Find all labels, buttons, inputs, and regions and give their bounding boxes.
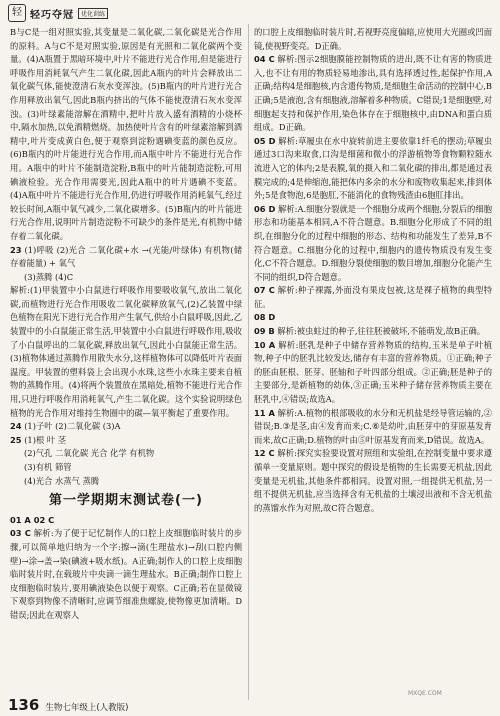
answer-line: (2)气孔 二氧化碳 光合 化学 有机物 xyxy=(24,448,155,459)
explanation-text: 解析:为了便于记忆制作人的口腔上皮细胞临时装片的步骤,可以简单地归纳为一个字:擦→滴(生理盐水)→刮(口腔内侧壁)→涂→盖→染(碘液+吸水纸)。A正确;制作人的口腔上皮细胞临时装片时,在载玻片中央滴一滴生理盐水。B正确;制作口腔上皮细胞临时装片,要用碘液染色以便于观察。C正确;若在显微镜下观察到物像不清晰时,应调节细准焦螺旋,使物像更加清晰。D错误;因此在观察人 xyxy=(10,528,242,620)
explanation-text: 解析:被虫蛀过的种子,往往胚被破坏,不能萌发,故B正确。 xyxy=(277,326,486,337)
answer-block xyxy=(254,284,492,311)
answer-item: (3)蒸腾 xyxy=(24,271,53,282)
question-number: 04 C xyxy=(254,54,275,65)
question-23-answers xyxy=(10,244,242,271)
answer-block xyxy=(254,203,492,285)
brand-logo: 轻 xyxy=(8,4,26,22)
page-number: 136 xyxy=(8,696,40,714)
explanation-text: 解析:图示2细胞膜能控制物质的进出,既不让有害的物质进入,也不让有用的物质轻易地渗出,具有选择透过性,起保护作用,A正确;结构4是细胞核,内含遗传物质,是细胞生命活动的控制中心,B正确;5是液泡,含有细胞液,溶解着多种物质。C错误;1是细胞壁,对细胞起支持和保护作用,染色体存在于细胞核中,由DNA和蛋白质组成。D正确。 xyxy=(254,54,492,133)
explanation-text: 解析:A.植物的根部吸收的水分和无机盐是经导管运输的,②错误;B.③是茎,由④发育而来;C.⑥是幼叶,由胚芽中的芽原基发育而来,故C正确;D.植物的叶由⑤叶原基发育而来,D错误。故选A。 xyxy=(254,407,492,445)
book-title: 生物七年级上(人教版) xyxy=(45,703,129,713)
question-number: 23 xyxy=(10,244,22,255)
question-24-answers xyxy=(10,420,242,434)
explanation-text: 解析:胚乳是种子中储存营养物质的结构,玉米是单子叶植物,种子中的胚乳比较发达,储存有丰富的营养物质。①正确;种子的胚由胚根、胚芽、胚轴和子叶四部分组成。②正确;胚是种子的主要部分,是新植物的幼体,③正确;玉米种子储存营养物质主要在胚乳中,④错误;故选A。 xyxy=(254,339,493,405)
question-number: 12 C xyxy=(254,448,275,459)
question-25-answers xyxy=(10,434,242,448)
question-number: 24 xyxy=(10,421,22,432)
answer-paragraph: 解析:(1)甲装置中小白鼠进行呼吸作用要吸收氧气,放出二氧化碳,而植物进行光合作用吸收二氧化碳释放氧气,(2)乙装置中绿色植物在阳光下进行光合作用产生氧气,供给小白鼠呼吸,因此,乙装置中的小白鼠能正常生活,甲装置中小白鼠进行呼吸作用,吸收了小白鼠呼出的二氧化碳,释放出氧气,因此小白鼠能正常生活。(3)植物体通过蒸腾作用散失水分,这样植物体可以降低叶片表面温度。甲装置的塑料袋上会出现小水珠,这些小水珠主要来自植物的蒸腾作用。(4)将两个装置放在黑暗处,植物不能进行光合作用,只进行呼吸作用消耗氧气,产生二氧化碳。这个实验说明绿色植物的光合作用对维持生物圈中的碳—氧平衡起了重要作用。 xyxy=(10,285,242,418)
explanation-text: 解析:种子裸露,外面没有果皮包被,这是裸子植物的典型特征。 xyxy=(254,285,492,309)
question-number: 06 D xyxy=(254,203,276,214)
answer-block xyxy=(254,135,492,203)
page-header xyxy=(8,4,108,22)
question-number: 03 C xyxy=(10,528,31,539)
answer-block xyxy=(10,527,242,622)
brand-name: 轻巧夺冠 xyxy=(30,9,74,21)
question-number: 10 A xyxy=(254,339,276,350)
explanation-text: 解析:草履虫在水中旋转前进主要依靠1纤毛的摆动;草履虫通过3口沟来取食,口沟是细菌和微小的浮游植物等食物颗粒随水流进入它的体内;2是表膜,氧的摄入和二氧化碳的排出,都是通过表膜完成的;4是伸缩泡,能把体内多余的水分和废物收集起来,排到体外;5是食物泡,6是胞肛,不能消化的食物残渣由6胞肛排出。 xyxy=(254,135,493,201)
answer-block xyxy=(254,407,492,448)
question-number: 05 D xyxy=(254,135,276,146)
answer-paragraph: 的口腔上皮细胞临时装片时,若视野亮度偏暗,应使用大光圈或凹面镜,使视野变亮。D正确。 xyxy=(254,27,492,51)
equation: 二氧化碳+水 →(光能/叶绿体) 有机物(储存着能量) + 氧气 xyxy=(10,244,243,269)
explanation-text: 解析:A.细胞分裂就是一个细胞分成两个细胞,分裂后的细胞形态和功能基本相同,A不符合题意。B.细胞分化形成了不同的组织,在细胞分化的过程中细胞的形态、结构和功能发生了差异,B不符合题意。C.细胞分化的过程中,细胞内的遗传物质没有发生变化,C不符合题意。D.细胞分裂使细胞的数目增加,细胞分化能产生不同的组织,D符合题意。 xyxy=(254,203,492,282)
answer-paragraph: B与C是一组对照实验,其变量是二氧化碳,二氧化碳是光合作用的原料。A与C不是对照实验,原因是有光照和二氧化碳两个变量。(4)A瓶置于黑暗环境中,叶片不能进行光合作用,但是能进行呼吸作用消耗氧气产生二氧化碳,因此A瓶内的叶片会释放出二氧化碳气体,能使澄清石灰水变浑浊。(5)B瓶内的叶片进行光合作用释放出氧气,因此B瓶内挤出的气体不能使澄清石灰水变浑浊。(3)叶绿素能溶解在酒精中,把叶片放入盛有酒精的小烧杯中,隔水加热,以免酒精燃烧。加热使叶片含有的叶绿素溶解到酒精中,叶片变成黄白色,便于观察到淀粉遇碘变蓝的颜色反应。(6)B瓶内的叶片能进行光合作用,而A瓶中叶片不能进行光合作用。A瓶中的叶片不能制造淀粉,B瓶中的叶片能制造淀粉,可用碘液检验。光合作用需要光,因此A瓶中的叶片遇碘不变蓝。(4)A瓶中叶片不能进行光合作用,仍进行呼吸作用消耗氧气,经过较长时间,A瓶中氧气减少,二氧化碳增多。(5)B瓶内的叶片能进行光合作用,说明叶片制造淀粉不可缺少的条件是光,有机物中储存着二氧化碳。 xyxy=(10,27,242,241)
answer-item: (2)光合 xyxy=(56,244,86,255)
column-divider xyxy=(248,24,249,700)
answer-block xyxy=(254,325,492,339)
question-number: 25 xyxy=(10,434,22,445)
watermark: MXQE.COM xyxy=(408,690,442,697)
question-23-answers-continued xyxy=(10,271,242,285)
answer-line: (3)有机 筛管 xyxy=(24,462,72,472)
question-number: 11 A xyxy=(254,407,275,418)
answer-item: (4)C xyxy=(55,271,74,282)
answer-item: (1)呼吸 xyxy=(24,244,54,255)
page-footer xyxy=(8,696,128,714)
answer-block xyxy=(254,339,492,407)
right-column xyxy=(254,26,492,515)
answer-block xyxy=(254,447,492,515)
brand-subtitle: 优化训练 xyxy=(78,8,108,19)
answer-line: 08 D xyxy=(254,312,276,323)
answer-item: (1)根 叶 茎 xyxy=(24,434,67,445)
answer-block xyxy=(254,53,492,135)
exam-title: 第一学期期末测试卷(一) xyxy=(49,493,203,509)
explanation-text: 解析:探究实验要设置对照组和实验组,在控制变量中要求遵循单一变量原则。题中探究的假设是植物的生长需要无机盐,因此变量是无机盐,其他条件都相同。设置对照,一组提供无机盐,另一组不提供无机盐,应当选择含有无机盐的土壤浸出液和不含无机盐的蒸馏水作为对照,故C符合题意。 xyxy=(254,448,493,513)
question-number: 09 B xyxy=(254,326,275,337)
question-number: 07 C xyxy=(254,285,275,296)
answer-line: 01 A 02 C xyxy=(10,514,55,525)
answer-line: (4)光合 水蒸气 蒸腾 xyxy=(24,475,100,486)
answer-item: (1)子叶 (2)二氧化碳 (3)A xyxy=(24,421,121,432)
left-column xyxy=(10,26,242,623)
